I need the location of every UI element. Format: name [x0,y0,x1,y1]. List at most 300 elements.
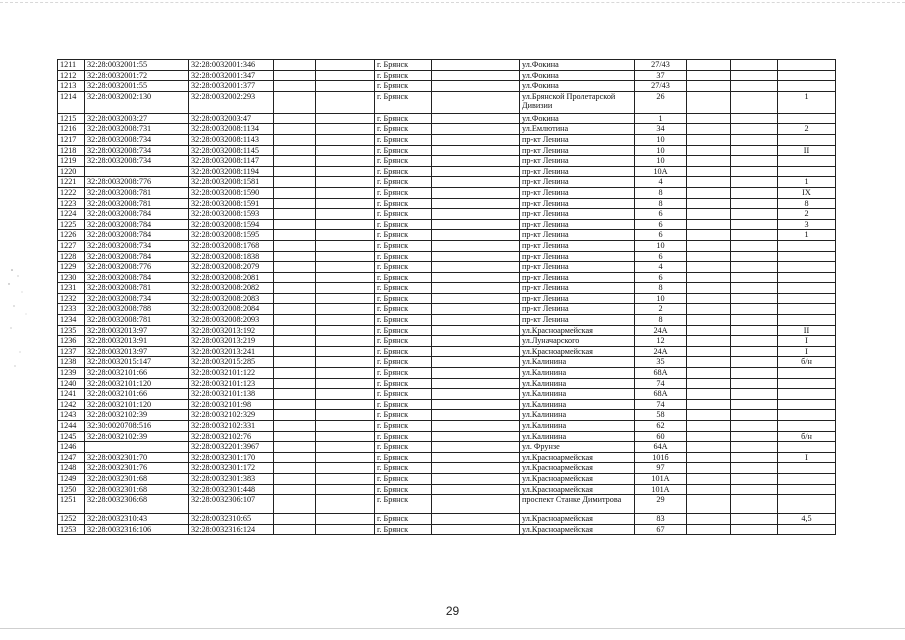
cell-record-number: 1233 [58,304,85,315]
cell-record-number: 1236 [58,336,85,347]
cell-empty [316,240,375,251]
cell-city: г. Брянск [375,346,432,357]
registry-table [57,59,836,535]
cell-empty [687,346,731,357]
table-row [58,442,836,453]
cell-city: г. Брянск [375,70,432,81]
cell-empty [432,399,520,410]
cell-street: ул.Красноармейская [520,473,635,484]
cell-street: пр-кт Ленина [520,240,635,251]
cell-empty [274,156,316,167]
cell-empty [316,514,375,525]
cell-house-number: 6 [635,209,687,220]
cell-land-cadastral-number: 32:28:0032008:788 [85,304,189,315]
cell-empty [731,389,778,400]
cell-empty [731,272,778,283]
cell-empty [731,60,778,71]
cell-empty [316,124,375,135]
cell-empty [432,389,520,400]
cell-empty [731,378,778,389]
table-row [58,514,836,525]
cell-empty [432,336,520,347]
cell-empty [731,156,778,167]
cell-empty [432,368,520,379]
cell-empty [316,251,375,262]
cell-empty [687,134,731,145]
cell-house-number: 10 [635,145,687,156]
cell-record-number: 1253 [58,524,85,535]
cell-record-number: 1212 [58,70,85,81]
table-row [58,240,836,251]
cell-city: г. Брянск [375,293,432,304]
cell-empty [274,463,316,474]
cell-floor: I [778,346,836,357]
cell-empty [316,357,375,368]
table-row [58,230,836,241]
table-row [58,177,836,188]
cell-empty [432,251,520,262]
cell-record-number: 1238 [58,357,85,368]
cell-street: ул.Калинина [520,399,635,410]
cell-street: пр-кт Ленина [520,262,635,273]
cell-floor: 8 [778,198,836,209]
cell-city: г. Брянск [375,357,432,368]
table-row [58,145,836,156]
cell-house-number: 37 [635,70,687,81]
cell-empty [316,113,375,124]
cell-city: г. Брянск [375,325,432,336]
cell-house-number: 101б [635,452,687,463]
cell-record-number: 1227 [58,240,85,251]
cell-empty [432,421,520,432]
cell-house-number: 6 [635,272,687,283]
cell-object-cadastral-number: 32:28:0032301:448 [189,484,274,495]
table-row [58,524,836,535]
cell-empty [731,484,778,495]
cell-land-cadastral-number: 32:28:0032008:784 [85,230,189,241]
cell-record-number: 1230 [58,272,85,283]
cell-floor [778,399,836,410]
cell-empty [687,209,731,220]
cell-city: г. Брянск [375,421,432,432]
cell-empty [731,113,778,124]
cell-record-number: 1249 [58,473,85,484]
cell-record-number: 1221 [58,177,85,188]
cell-empty [687,219,731,230]
cell-empty [731,304,778,315]
cell-city: г. Брянск [375,442,432,453]
cell-empty [687,357,731,368]
cell-land-cadastral-number: 32:28:0032101:66 [85,368,189,379]
cell-house-number: 74 [635,378,687,389]
cell-floor [778,524,836,535]
cell-empty [432,262,520,273]
cell-empty [687,304,731,315]
cell-object-cadastral-number: 32:28:0032008:2079 [189,262,274,273]
cell-empty [432,325,520,336]
cell-house-number: 1 [635,113,687,124]
cell-empty [316,399,375,410]
cell-empty [687,389,731,400]
cell-record-number: 1220 [58,166,85,177]
cell-object-cadastral-number: 32:28:0032201:3967 [189,442,274,453]
cell-empty [687,463,731,474]
cell-empty [274,368,316,379]
cell-empty [731,410,778,421]
cell-empty [274,124,316,135]
cell-empty [274,219,316,230]
cell-city: г. Брянск [375,91,432,113]
cell-street: пр-кт Ленина [520,230,635,241]
cell-empty [274,378,316,389]
registry-table-body [58,60,836,535]
cell-empty [274,431,316,442]
table-row [58,495,836,514]
cell-record-number: 1222 [58,187,85,198]
cell-record-number: 1246 [58,442,85,453]
cell-empty [274,452,316,463]
cell-object-cadastral-number: 32:28:0032008:1594 [189,219,274,230]
cell-empty [316,495,375,514]
cell-land-cadastral-number: 32:28:0032301:68 [85,473,189,484]
cell-empty [316,283,375,294]
cell-floor [778,495,836,514]
cell-floor: 2 [778,209,836,220]
cell-street: ул.Фокина [520,60,635,71]
cell-object-cadastral-number: 32:28:0032101:138 [189,389,274,400]
cell-empty [316,230,375,241]
cell-empty [274,177,316,188]
cell-object-cadastral-number: 32:28:0032008:1134 [189,124,274,135]
cell-street: ул.Калинина [520,421,635,432]
cell-empty [432,219,520,230]
cell-street: пр-кт Ленина [520,198,635,209]
cell-empty [687,315,731,326]
table-row [58,304,836,315]
cell-land-cadastral-number: 32:28:0032008:734 [85,145,189,156]
cell-empty [274,524,316,535]
cell-floor [778,81,836,92]
cell-empty [687,240,731,251]
cell-empty [731,91,778,113]
cell-empty [731,124,778,135]
cell-street: пр-кт Ленина [520,293,635,304]
cell-house-number: 8 [635,187,687,198]
cell-empty [731,198,778,209]
cell-empty [316,272,375,283]
cell-object-cadastral-number: 32:28:0032001:346 [189,60,274,71]
cell-empty [687,524,731,535]
cell-empty [731,421,778,432]
cell-city: г. Брянск [375,113,432,124]
cell-object-cadastral-number: 32:28:0032002:293 [189,91,274,113]
cell-record-number: 1214 [58,91,85,113]
cell-empty [687,156,731,167]
cell-empty [316,209,375,220]
cell-object-cadastral-number: 32:28:0032008:1581 [189,177,274,188]
cell-empty [687,198,731,209]
cell-empty [316,156,375,167]
cell-land-cadastral-number: 32:28:0032102:39 [85,431,189,442]
cell-house-number: 27/43 [635,81,687,92]
cell-city: г. Брянск [375,495,432,514]
cell-empty [731,219,778,230]
table-row [58,251,836,262]
cell-empty [316,452,375,463]
cell-city: г. Брянск [375,514,432,525]
cell-empty [316,336,375,347]
cell-floor [778,378,836,389]
cell-street: ул.Фокина [520,81,635,92]
cell-empty [687,60,731,71]
cell-record-number: 1215 [58,113,85,124]
cell-empty [731,134,778,145]
cell-empty [432,209,520,220]
cell-object-cadastral-number: 32:28:0032008:1147 [189,156,274,167]
cell-empty [274,495,316,514]
cell-empty [316,166,375,177]
cell-empty [316,70,375,81]
cell-city: г. Брянск [375,304,432,315]
scan-noise-specks [4,262,34,372]
cell-record-number: 1235 [58,325,85,336]
cell-object-cadastral-number: 32:28:0032008:1590 [189,187,274,198]
cell-record-number: 1232 [58,293,85,304]
cell-empty [731,368,778,379]
cell-house-number: 60 [635,431,687,442]
cell-record-number: 1211 [58,60,85,71]
cell-empty [274,60,316,71]
cell-empty [274,304,316,315]
cell-empty [316,81,375,92]
cell-record-number: 1244 [58,421,85,432]
cell-land-cadastral-number: 32:28:0032301:68 [85,484,189,495]
cell-object-cadastral-number: 32:28:0032013:219 [189,336,274,347]
cell-empty [432,198,520,209]
cell-land-cadastral-number [85,166,189,177]
cell-city: г. Брянск [375,134,432,145]
cell-house-number: 26 [635,91,687,113]
cell-floor: II [778,145,836,156]
cell-city: г. Брянск [375,219,432,230]
cell-object-cadastral-number: 32:28:0032008:1593 [189,209,274,220]
cell-record-number: 1228 [58,251,85,262]
table-row [58,378,836,389]
cell-street: пр-кт Ленина [520,315,635,326]
cell-house-number: 68А [635,389,687,400]
cell-city: г. Брянск [375,283,432,294]
cell-empty [274,410,316,421]
cell-empty [432,346,520,357]
cell-empty [687,251,731,262]
cell-empty [274,336,316,347]
cell-city: г. Брянск [375,145,432,156]
cell-house-number: 97 [635,463,687,474]
cell-city: г. Брянск [375,230,432,241]
cell-house-number: 4 [635,262,687,273]
cell-empty [687,325,731,336]
table-row [58,124,836,135]
cell-street: пр-кт Ленина [520,134,635,145]
cell-empty [432,70,520,81]
cell-land-cadastral-number: 32:28:0032008:731 [85,124,189,135]
cell-floor: I [778,452,836,463]
cell-land-cadastral-number: 32:28:0032101:120 [85,378,189,389]
cell-street: ул.Емлютина [520,124,635,135]
cell-floor: 1 [778,230,836,241]
cell-empty [731,346,778,357]
cell-empty [274,230,316,241]
cell-empty [316,368,375,379]
cell-land-cadastral-number: 32:28:0032101:66 [85,389,189,400]
page-number: 29 [445,604,460,618]
cell-empty [432,514,520,525]
cell-object-cadastral-number: 32:28:0032008:1143 [189,134,274,145]
cell-record-number: 1225 [58,219,85,230]
cell-house-number: 10 [635,240,687,251]
table-row [58,187,836,198]
cell-object-cadastral-number: 32:28:0032008:1145 [189,145,274,156]
cell-house-number: 8 [635,198,687,209]
cell-empty [274,262,316,273]
cell-land-cadastral-number: 32:28:0032306:68 [85,495,189,514]
cell-floor [778,283,836,294]
cell-object-cadastral-number: 32:28:0032102:331 [189,421,274,432]
cell-floor [778,240,836,251]
cell-city: г. Брянск [375,177,432,188]
cell-empty [687,473,731,484]
cell-empty [316,187,375,198]
cell-empty [432,240,520,251]
cell-empty [316,524,375,535]
cell-street: пр-кт Ленина [520,177,635,188]
cell-empty [432,473,520,484]
cell-street: ул.Луначарского [520,336,635,347]
cell-street: ул.Красноармейская [520,452,635,463]
cell-object-cadastral-number: 32:28:0032008:1838 [189,251,274,262]
cell-object-cadastral-number: 32:28:0032001:347 [189,70,274,81]
table-row [58,209,836,220]
cell-object-cadastral-number: 32:28:0032013:192 [189,325,274,336]
cell-empty [731,293,778,304]
cell-record-number: 1229 [58,262,85,273]
cell-land-cadastral-number: 32:28:0032301:76 [85,463,189,474]
cell-object-cadastral-number: 32:28:0032101:98 [189,399,274,410]
table-row [58,452,836,463]
cell-record-number: 1237 [58,346,85,357]
cell-object-cadastral-number: 32:28:0032008:2083 [189,293,274,304]
cell-city: г. Брянск [375,124,432,135]
cell-land-cadastral-number: 32:28:0032008:734 [85,134,189,145]
table-row [58,166,836,177]
cell-street: ул.Фокина [520,70,635,81]
cell-land-cadastral-number: 32:28:0032013:97 [85,346,189,357]
cell-empty [687,70,731,81]
table-row [58,346,836,357]
cell-empty [316,431,375,442]
cell-floor [778,293,836,304]
cell-floor [778,315,836,326]
cell-city: г. Брянск [375,198,432,209]
cell-empty [731,230,778,241]
cell-empty [274,91,316,113]
cell-street: ул.Красноармейская [520,325,635,336]
cell-floor: 2 [778,124,836,135]
cell-floor: 4,5 [778,514,836,525]
cell-house-number: 10 [635,156,687,167]
cell-record-number: 1216 [58,124,85,135]
cell-empty [316,442,375,453]
cell-object-cadastral-number: 32:28:0032008:2082 [189,283,274,294]
cell-empty [274,70,316,81]
cell-empty [432,187,520,198]
cell-empty [432,134,520,145]
cell-city: г. Брянск [375,484,432,495]
cell-street: ул.Калинина [520,378,635,389]
cell-house-number: 2 [635,304,687,315]
cell-record-number: 1223 [58,198,85,209]
cell-empty [274,484,316,495]
cell-house-number: 35 [635,357,687,368]
cell-record-number: 1213 [58,81,85,92]
cell-empty [687,421,731,432]
table-row [58,389,836,400]
table-row [58,283,836,294]
cell-record-number: 1231 [58,283,85,294]
cell-city: г. Брянск [375,156,432,167]
cell-house-number: 12 [635,336,687,347]
table-row [58,473,836,484]
cell-empty [687,399,731,410]
cell-house-number: 24А [635,325,687,336]
cell-empty [731,524,778,535]
cell-empty [274,134,316,145]
table-row [58,368,836,379]
cell-street: ул.Красноармейская [520,514,635,525]
cell-empty [731,315,778,326]
cell-land-cadastral-number: 32:28:0032003:27 [85,113,189,124]
cell-empty [731,283,778,294]
cell-house-number: 6 [635,251,687,262]
cell-empty [432,304,520,315]
cell-object-cadastral-number: 32:28:0032013:241 [189,346,274,357]
cell-empty [731,251,778,262]
cell-object-cadastral-number: 32:28:0032001:377 [189,81,274,92]
cell-land-cadastral-number: 32:28:0032101:120 [85,399,189,410]
cell-city: г. Брянск [375,315,432,326]
cell-city: г. Брянск [375,81,432,92]
cell-empty [687,410,731,421]
cell-house-number: 10А [635,166,687,177]
cell-empty [274,421,316,432]
cell-empty [687,368,731,379]
cell-empty [432,524,520,535]
cell-object-cadastral-number: 32:28:0032102:329 [189,410,274,421]
table-row [58,60,836,71]
cell-empty [316,315,375,326]
cell-house-number: 8 [635,315,687,326]
cell-city: г. Брянск [375,336,432,347]
cell-record-number: 1218 [58,145,85,156]
cell-record-number: 1243 [58,410,85,421]
table-row [58,262,836,273]
cell-empty [687,177,731,188]
cell-object-cadastral-number: 32:28:0032316:124 [189,524,274,535]
cell-empty [432,378,520,389]
table-row [58,81,836,92]
cell-city: г. Брянск [375,60,432,71]
cell-city: г. Брянск [375,187,432,198]
